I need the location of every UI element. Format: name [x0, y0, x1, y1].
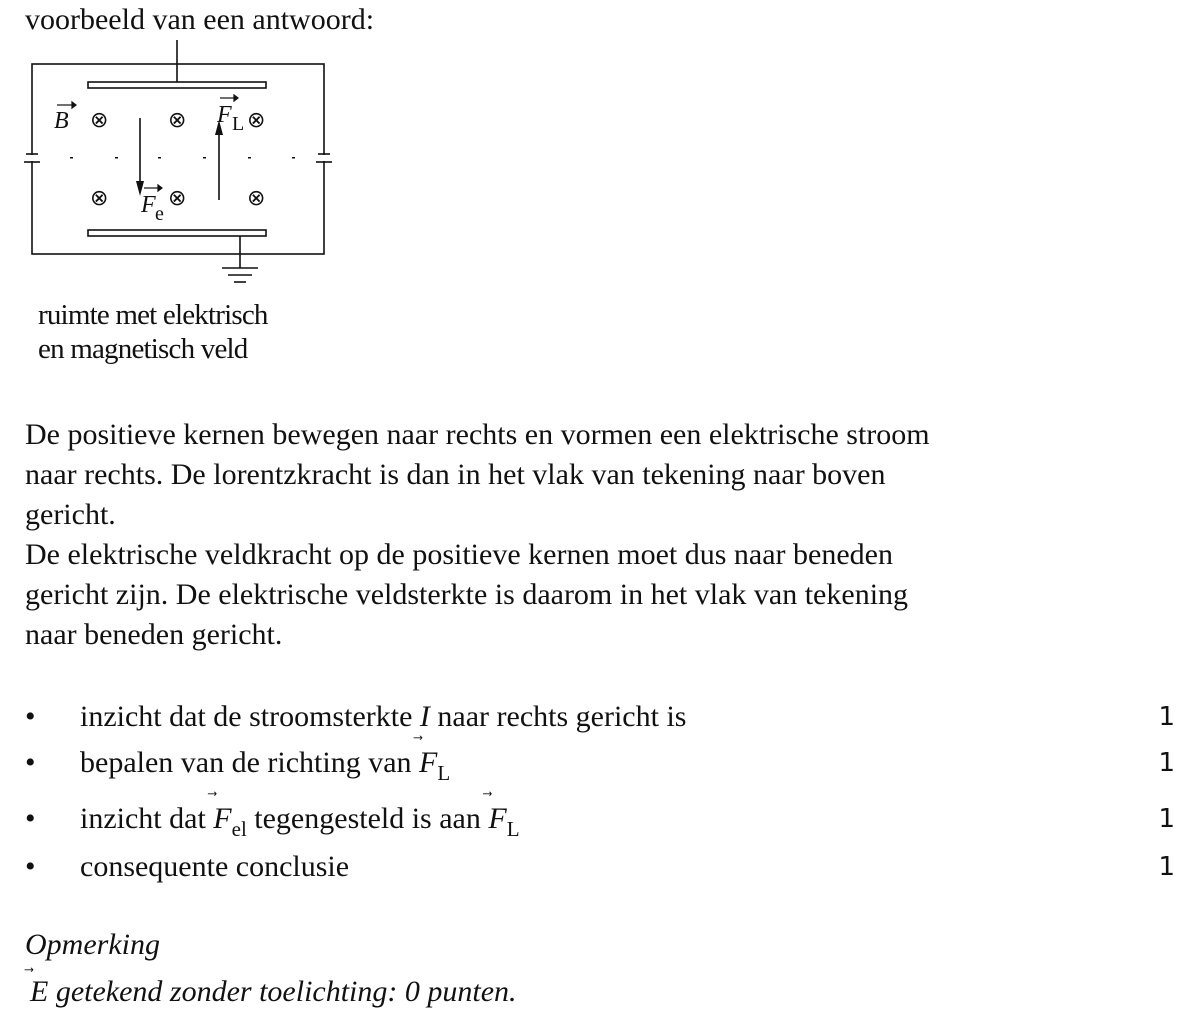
intro-text: voorbeeld van een antwoord:: [25, 3, 375, 36]
field-into-page-icon: ⊗: [168, 108, 187, 133]
paragraph-lorentz: [25, 415, 1145, 655]
field-into-page-icon: ⊗: [247, 186, 266, 211]
scoring-item-text: consequente conclusie: [80, 850, 350, 883]
field-vector: E: [30, 975, 49, 1008]
fe-sub-label: e: [155, 203, 164, 225]
force-vector: F: [213, 802, 232, 835]
field-diagram: [20, 38, 340, 290]
scoring-item-text: [80, 799, 520, 841]
paragraph-line: gericht zijn. De elektrische veldsterkte is daarom in het vlak van tekening: [25, 578, 909, 611]
item-text: bepalen van de richting van: [80, 746, 420, 779]
bullet-icon: •: [25, 802, 36, 835]
dashed-midline: [70, 157, 295, 159]
fl-sub-label: L: [232, 113, 245, 135]
paragraph-line: De elektrische veldkracht op de positieve kernen moet dus naar beneden: [25, 538, 893, 571]
caption-line: en magnetisch veld: [38, 333, 248, 365]
b-label: B: [54, 108, 69, 134]
points: 1: [1158, 852, 1175, 882]
figure-caption: [38, 298, 268, 366]
points: 1: [1158, 702, 1175, 732]
field-into-page-icon: ⊗: [90, 108, 109, 133]
item-text: tegengesteld is aan: [254, 802, 489, 835]
force-vector: F: [488, 802, 507, 835]
remark-text: [30, 975, 517, 1009]
vector-subscript: el: [231, 817, 247, 841]
current-variable: I: [419, 700, 430, 733]
remark-title: Opmerking: [25, 928, 160, 961]
points: 1: [1158, 804, 1175, 834]
scoring-item-text: [80, 743, 450, 785]
paragraph-line: gericht.: [25, 498, 116, 531]
top-plate: [88, 82, 266, 88]
field-into-page-icon: ⊗: [90, 186, 109, 211]
scoring-item-text: [80, 697, 686, 737]
caption-line: ruimte met elektrisch: [38, 299, 268, 331]
vector-subscript: L: [437, 761, 451, 785]
field-into-page-icon: ⊗: [247, 108, 266, 133]
paragraph-line: De positieve kernen bewegen naar rechts en vormen een elektrische stroom: [25, 418, 930, 451]
vector-subscript: L: [506, 817, 520, 841]
points: 1: [1158, 748, 1175, 778]
item-text: inzicht dat: [80, 802, 214, 835]
fe-label: F: [141, 192, 156, 218]
fl-label: F: [217, 102, 232, 128]
remark-body: getekend zonder toelichting: 0 punten.: [48, 975, 517, 1008]
bullet-icon: •: [25, 746, 36, 779]
item-text: inzicht dat de stroomsterkte: [80, 700, 420, 733]
bottom-plate: [88, 230, 266, 236]
item-text: naar rechts gericht is: [429, 700, 687, 733]
field-into-page-icon: ⊗: [168, 186, 187, 211]
circuit-wire: [32, 64, 324, 254]
bullet-icon: •: [25, 850, 36, 883]
paragraph-line: naar beneden gericht.: [25, 618, 283, 651]
bullet-icon: •: [25, 700, 36, 733]
force-vector: F: [419, 746, 438, 779]
paragraph-line: naar rechts. De lorentzkracht is dan in het vlak van tekening naar boven: [25, 458, 886, 491]
